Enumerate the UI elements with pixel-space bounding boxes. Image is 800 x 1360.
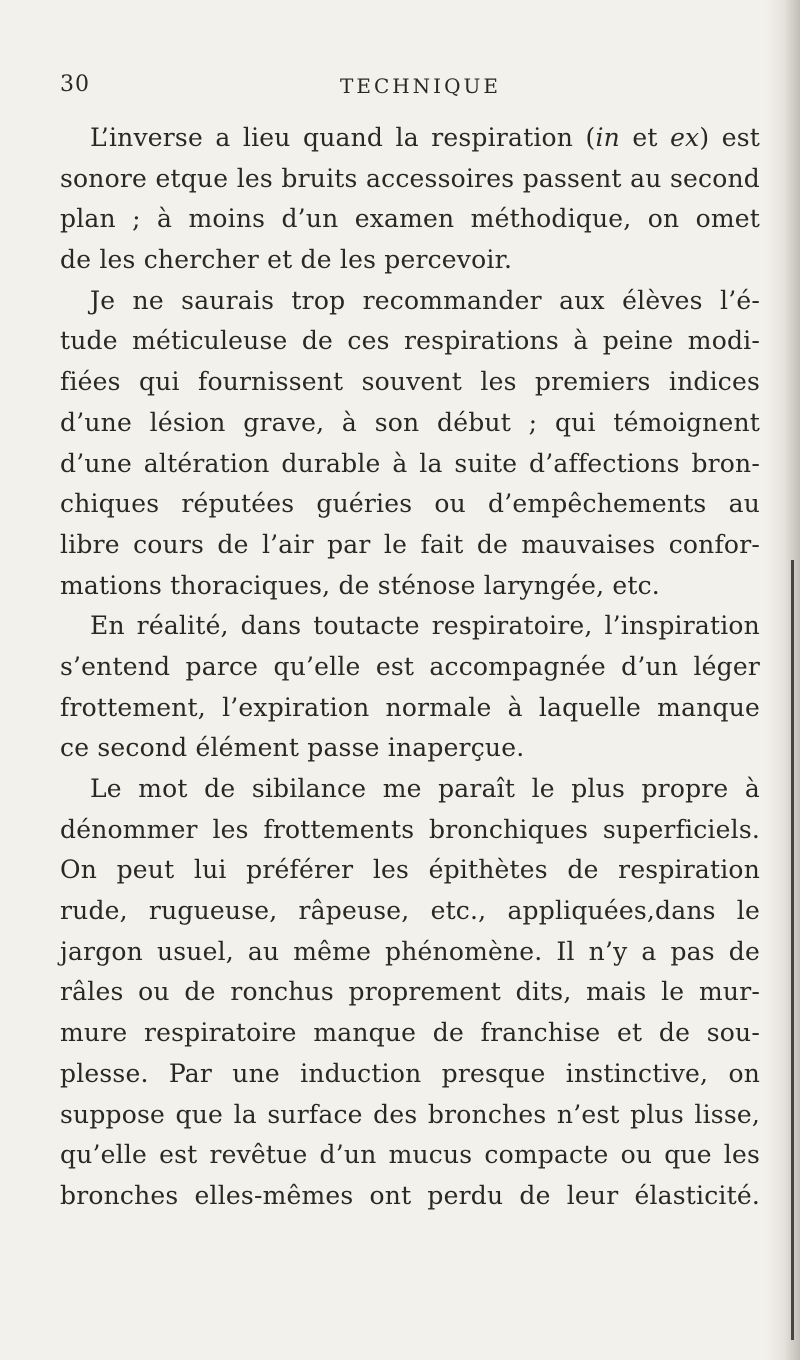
text-line: sonore etque les bruits accessoires passent au second <box>60 163 760 193</box>
text-line: de les chercher et de les percevoir. <box>60 245 513 275</box>
text-line: râles ou de ronchus proprement dits, mais le mur- <box>60 977 760 1007</box>
text-line: rude, rugueuse, râpeuse, etc., appliquées,dans le <box>60 896 760 926</box>
text-line: ce second élément passe inaperçue. <box>60 733 525 763</box>
text-line: jargon usuel, au même phénomène. Il n’y a pas de <box>60 936 760 966</box>
body-text <box>60 118 760 1217</box>
text-line: tude méticuleuse de ces respirations à peine modi- <box>60 326 760 356</box>
text-line: s’entend parce qu’elle est accompagnée d’un léger <box>60 651 760 681</box>
running-head-title: TECHNIQUE <box>340 74 501 98</box>
text-line: Le mot de sibilance me paraît le plus propre à <box>90 774 760 803</box>
text-line: En réalité, dans toutacte respiratoire, l’inspiration <box>90 611 760 641</box>
text-line: On peut lui préférer les épithètes de respiration <box>60 855 760 885</box>
page-edge-line <box>791 560 794 1340</box>
text-line: frottement, l’expiration normale à laquelle manque <box>60 692 760 722</box>
text-line: chiques réputées guéries ou d’empêchements au <box>60 489 760 519</box>
text-line: d’une altération durable à la suite d’affections bron- <box>60 448 760 478</box>
text-line: Je ne saurais trop recommander aux élèves l’é- <box>90 285 760 315</box>
text-span: et <box>619 123 671 152</box>
italic-in: in <box>595 123 620 152</box>
italic-ex: ex <box>670 123 700 152</box>
text-line: bronches elles-mêmes ont perdu de leur élasticité. <box>60 1180 760 1210</box>
text-line: libre cours de l’air par le fait de mauvaises confor- <box>60 529 760 559</box>
page-number: 30 <box>60 72 90 97</box>
text-line: fiées qui fournissent souvent les premiers indices <box>60 367 760 397</box>
text-line: qu’elle est revêtue d’un mucus compacte ou que les <box>60 1140 760 1170</box>
text-line: mure respiratoire manque de franchise et de sou- <box>60 1018 760 1048</box>
text-span: L’inverse a lieu quand la respiration ( <box>90 123 596 152</box>
text-line: plan ; à moins d’un examen méthodique, on omet <box>60 204 760 234</box>
text-span: ) est <box>699 123 761 152</box>
text-line: plesse. Par une induction presque instinctive, on <box>60 1058 760 1088</box>
text-line: suppose que la surface des bronches n’est plus lisse, <box>60 1099 760 1129</box>
text-line <box>60 118 760 159</box>
running-head <box>60 72 760 106</box>
text-line: d’une lésion grave, à son début ; qui témoignent <box>60 407 760 437</box>
text-line: dénommer les frottements bronchiques superficiels. <box>60 814 760 844</box>
text-line: mations thoraciques, de sténose laryngée, etc. <box>60 570 660 600</box>
page-edge-shadow <box>766 0 800 1360</box>
